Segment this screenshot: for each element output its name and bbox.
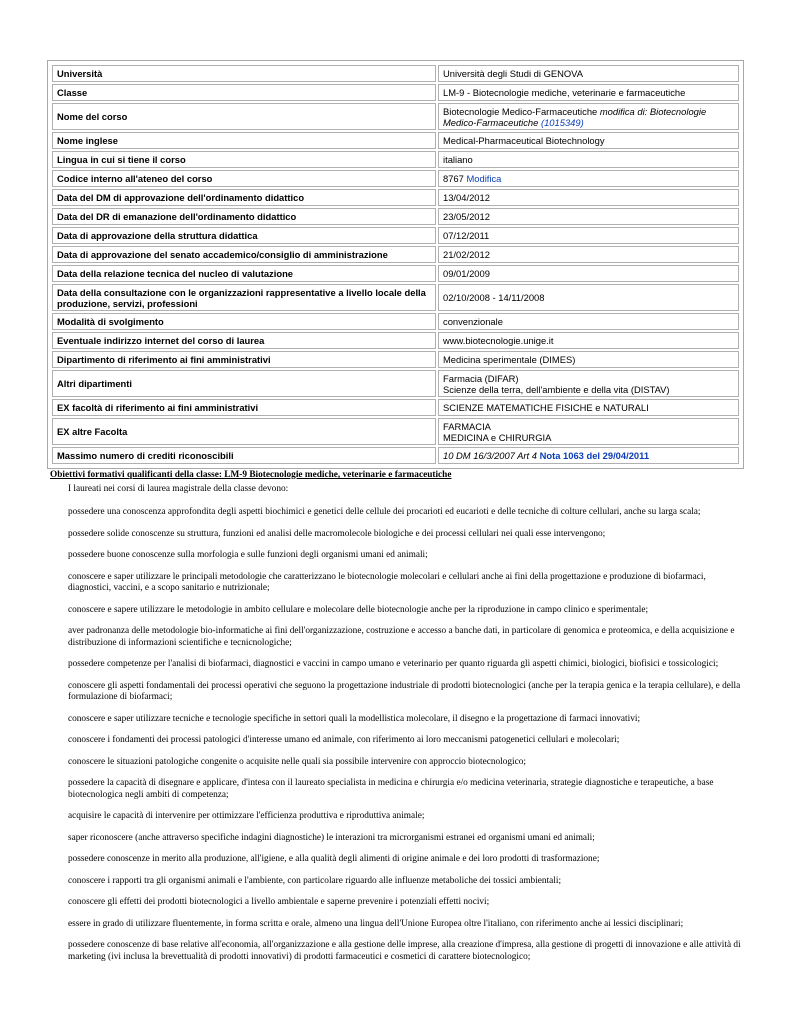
row-label: EX facoltà di riferimento ai fini amministrativi bbox=[52, 399, 436, 416]
table-row bbox=[52, 447, 739, 464]
objective-item: possedere conoscenze di base relative all'economia, all'organizzazione e alla gestione delle imprese, alla creazione d'impresa, alla gestione di progetti di innovazione e alle attività di marketing (ivi inclusa la brevettualità di prodotti innovativi) di prodotti farmaceutici e cosmetici di carattere biotecnologico; bbox=[68, 940, 741, 962]
objective-item: conoscere e sapere utilizzare le metodologie in ambito cellulare e molecolare delle biotecnologie anche per la riproduzione in campo clinico e sperimentale; bbox=[68, 604, 649, 615]
objective-item: conoscere gli effetti dei prodotti biotecnologici a livello ambientale e saperne prevenire i potenziali effetti nocivi; bbox=[68, 897, 490, 907]
row-label: Codice interno all'ateneo del corso bbox=[52, 170, 436, 187]
row-value: 09/01/2009 bbox=[438, 265, 739, 282]
table-row bbox=[52, 227, 739, 244]
objective-item: conoscere e saper utilizzare le principali metodologie che caratterizzano le biotecnologie molecolari e cellulari anche ai fini della progettazione e produzione di biofarmaci, diagnostici, vaccini, e a scopo sanitario e nutrizionale; bbox=[68, 571, 706, 593]
row-value-cell bbox=[438, 170, 739, 187]
row-label: Data di approvazione del senato accademico/consiglio di amministrazione bbox=[52, 246, 436, 263]
objectives-list bbox=[50, 507, 750, 963]
objective-item: conoscere i rapporti tra gli organismi animali e l'ambiente, con particolare riguardo alle influenze metaboliche dei tossici ambientali; bbox=[68, 875, 562, 886]
table-row bbox=[52, 189, 739, 206]
table-row bbox=[52, 170, 739, 187]
table-row bbox=[52, 84, 739, 101]
row-label: Data del DM di approvazione dell'ordinamento didattico bbox=[52, 189, 436, 206]
row-value: Medical-Pharmaceutical Biotechnology bbox=[438, 132, 739, 149]
row-label: Nome inglese bbox=[52, 132, 436, 149]
modifica-link[interactable]: Modifica bbox=[466, 173, 502, 184]
objective-item: saper riconoscere (anche attraverso specifiche indagini diagnostiche) le interazioni tra microrganismi estranei ed organismi umani ed animali; bbox=[68, 832, 595, 843]
row-label: Lingua in cui si tiene il corso bbox=[52, 151, 436, 168]
row-value: SCIENZE MATEMATICHE FISICHE e NATURALI bbox=[438, 399, 739, 416]
table-row bbox=[52, 313, 739, 330]
objective-item: possedere conoscenze in merito alla produzione, all'igiene, e alla qualità degli alimenti di origine animale e dei loro prodotti di trasformazione; bbox=[68, 854, 600, 864]
row-value-cell bbox=[438, 370, 739, 397]
credits-reference: 10 DM 16/3/2007 Art 4 bbox=[443, 450, 537, 461]
row-label: Nome del corso bbox=[52, 103, 436, 130]
row-value: 02/10/2008 - 14/11/2008 bbox=[438, 284, 739, 311]
row-value: italiano bbox=[438, 151, 739, 168]
table-row bbox=[52, 208, 739, 225]
course-info-table bbox=[47, 60, 744, 469]
table-row bbox=[52, 103, 739, 130]
table-row bbox=[52, 351, 739, 368]
row-value-cell bbox=[438, 447, 739, 464]
objectives-section bbox=[50, 470, 750, 973]
objective-item: possedere solide conoscenze su struttura, funzioni ed analisi delle macromolecole biologiche e dei processi cellulari nei quali esse intervengono; bbox=[68, 528, 606, 539]
department-item: Scienze della terra, dell'ambiente e della vita (DISTAV) bbox=[443, 383, 670, 395]
row-label: Eventuale indirizzo internet del corso di laurea bbox=[52, 332, 436, 349]
objective-item: acquisire le capacità di intervenire per ottimizzare l'efficienza produttiva e riproduttiva animale; bbox=[68, 811, 425, 821]
table-row bbox=[52, 284, 739, 311]
row-label: Data di approvazione della struttura didattica bbox=[52, 227, 436, 244]
row-label: Dipartimento di riferimento ai fini amministrativi bbox=[52, 351, 436, 368]
table-row bbox=[52, 151, 739, 168]
faculty-item: FARMACIA bbox=[443, 420, 491, 432]
course-modified-from: modifica di: Biotecnologie Medico-Farmaceutiche bbox=[443, 105, 707, 128]
row-value: Medicina sperimentale (DIMES) bbox=[438, 351, 739, 368]
objective-item: aver padronanza delle metodologie bio-informatiche ai fini dell'organizzazione, costruzione e accesso a banche dati, in particolare di genomica e proteomica, e della acquisizione e distribuzione di informazioni scientifiche e tecnicnologiche; bbox=[68, 626, 735, 648]
section-title: Obiettivi formativi qualificanti della classe: LM-9 Biotecnologie mediche, veterinarie e farmaceutiche bbox=[50, 470, 452, 480]
row-value: 21/02/2012 bbox=[438, 246, 739, 263]
table-row bbox=[52, 332, 739, 349]
row-label: Altri dipartimenti bbox=[52, 370, 436, 397]
internal-code: 8767 bbox=[443, 173, 464, 184]
objective-item: conoscere i fondamenti dei processi patologici d'interesse umano ed animale, con riferimento ai loro meccanismi patogenetici cellulari e molecolari; bbox=[68, 735, 620, 745]
row-label: Università bbox=[52, 65, 436, 82]
table-row bbox=[52, 418, 739, 445]
table-row bbox=[52, 370, 739, 397]
faculty-item: MEDICINA e CHIRURGIA bbox=[443, 431, 552, 443]
row-value: LM-9 - Biotecnologie mediche, veterinarie e farmaceutiche bbox=[438, 84, 739, 101]
row-label: EX altre Facolta bbox=[52, 418, 436, 445]
row-value-cell bbox=[438, 418, 739, 445]
row-value: 13/04/2012 bbox=[438, 189, 739, 206]
table-row bbox=[52, 399, 739, 416]
objective-item: conoscere e saper utilizzare tecniche e tecnologie specifiche in settori quali la modellistica molecolare, il disegno e la progettazione di farmaci innovativi; bbox=[68, 713, 641, 724]
course-code-link[interactable]: (1015349) bbox=[540, 116, 584, 128]
row-value: 07/12/2011 bbox=[438, 227, 739, 244]
table-row bbox=[52, 132, 739, 149]
row-label: Modalità di svolgimento bbox=[52, 313, 436, 330]
row-label: Data del DR di emanazione dell'ordinamento didattico bbox=[52, 208, 436, 225]
department-item: Farmacia (DIFAR) bbox=[443, 372, 519, 384]
objective-item: possedere una conoscenza approfondita degli aspetti biochimici e genetici delle cellule dei procarioti ed eucarioti e delle tecniche di colture cellulari, anche su larga scala; bbox=[68, 507, 701, 517]
objective-item: possedere la capacità di disegnare e applicare, d'intesa con il laureato specialista in medicina e chirurgia e/o medicina veterinaria, strategie diagnostiche e terapeutiche, a base biotecnologica negli ambiti di competenza; bbox=[68, 778, 714, 800]
website-url: www.biotecnologie.unige.it bbox=[438, 332, 739, 349]
row-label: Data della relazione tecnica del nucleo di valutazione bbox=[52, 265, 436, 282]
row-label: Data della consultazione con le organizzazioni rappresentative a livello locale della produzione, servizi, professioni bbox=[52, 284, 436, 311]
table-row bbox=[52, 246, 739, 263]
row-value: convenzionale bbox=[438, 313, 739, 330]
objective-item: essere in grado di utilizzare fluentemente, in forma scritta e orale, almeno una lingua dell'Unione Europea oltre l'italiano, con riferimento anche ai lessici disciplinari; bbox=[68, 918, 684, 929]
row-label: Massimo numero di crediti riconoscibili bbox=[52, 447, 436, 464]
row-value: 23/05/2012 bbox=[438, 208, 739, 225]
objective-item: possedere competenze per l'analisi di biofarmaci, diagnostici e vaccini in campo umano e veterinario per quanto riguarda gli aspetti chimici, biologici, biofisici e tossicologici; bbox=[68, 659, 719, 669]
objective-item: possedere buone conoscenze sulla morfologia e sulle funzioni degli organismi umani ed animali; bbox=[68, 550, 428, 560]
nota-link[interactable]: Nota 1063 del 29/04/2011 bbox=[539, 450, 650, 461]
course-name: Biotecnologie Medico-Farmaceutiche bbox=[443, 105, 598, 117]
table-row bbox=[52, 65, 739, 82]
table-row bbox=[52, 265, 739, 282]
row-label: Classe bbox=[52, 84, 436, 101]
row-value: Università degli Studi di GENOVA bbox=[438, 65, 739, 82]
section-intro: I laureati nei corsi di laurea magistrale della classe devono: bbox=[68, 484, 289, 494]
row-value-cell bbox=[438, 103, 739, 130]
objective-item: conoscere gli aspetti fondamentali dei processi operativi che seguono la progettazione industriale di prodotti biotecnologici (anche per la terapia genica e la terapia cellulare), e della formulazione di biofarmaci; bbox=[68, 680, 741, 702]
objective-item: conoscere le situazioni patologiche congenite o acquisite nelle quali sia possibile intervenire con approccio biotecnologico; bbox=[68, 756, 526, 767]
